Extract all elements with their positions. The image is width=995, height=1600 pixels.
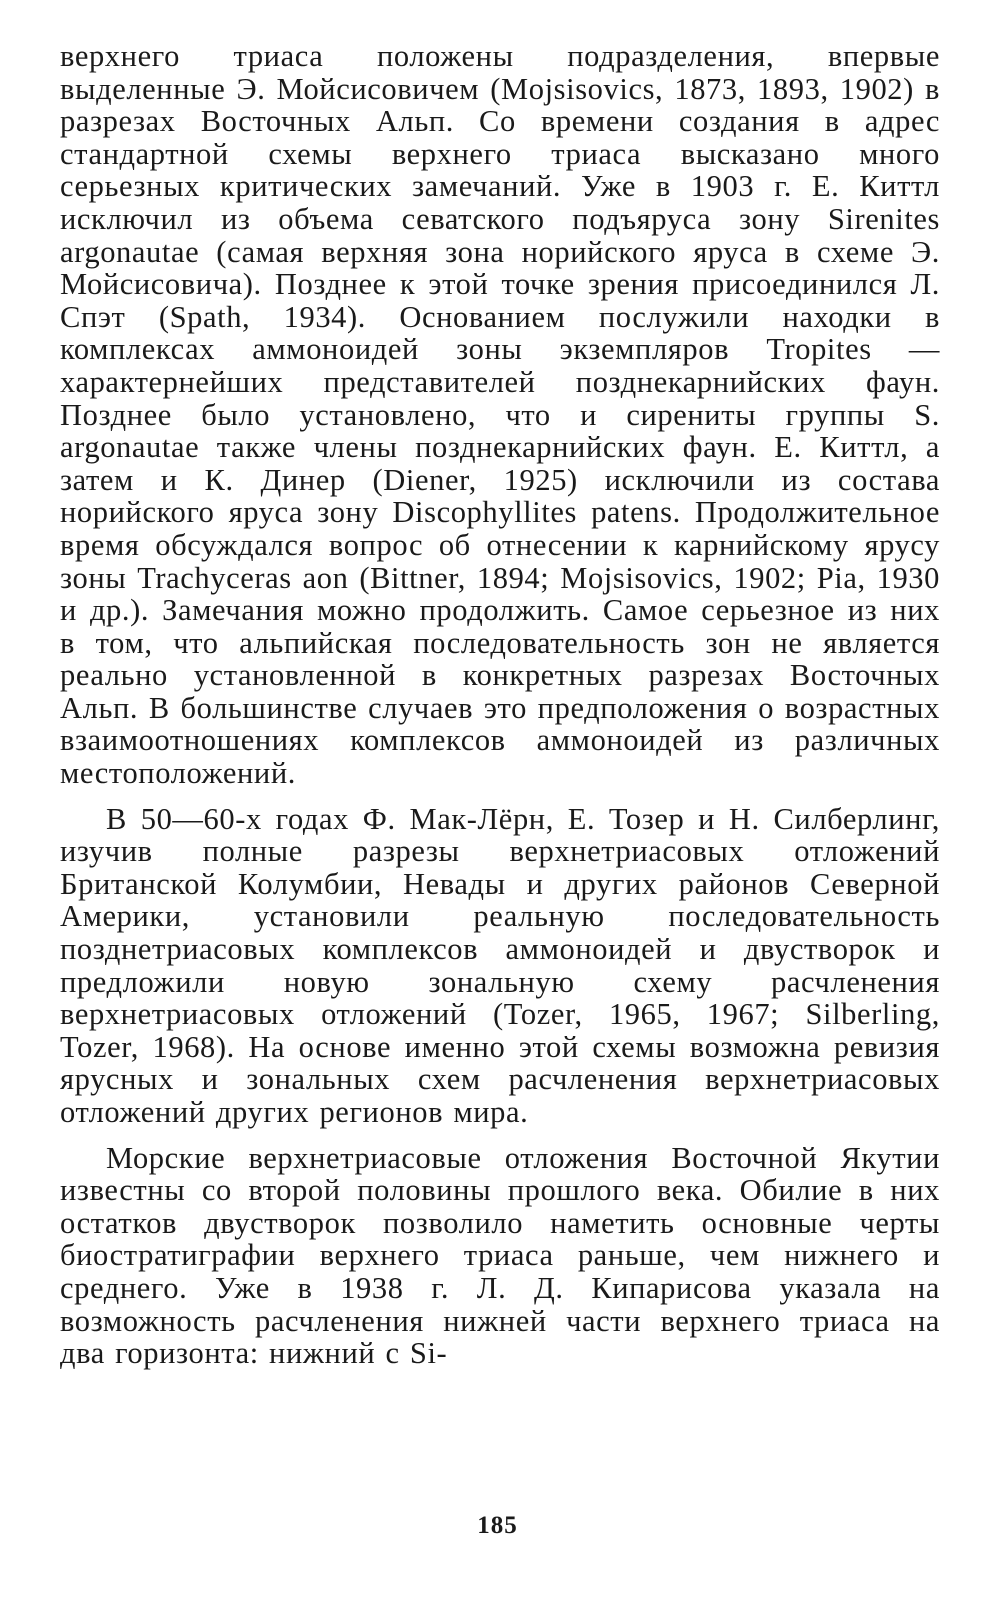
page-number: 185 [477, 1512, 518, 1539]
paragraph-3: Морские верхнетриасовые отложения Восточной Якутии известны со второй половины прошлого века. Обилие в них остатков двустворок позволило наметить основные черты биостратиграфии верхнего триаса раньше, чем нижнего и среднего. Уже в 1938 г. Л. Д. Кипарисова указала на возможность расчленения нижней части верхнего триаса на два горизонта: нижний с Si- [60, 1140, 940, 1371]
paragraph-2: В 50—60-х годах Ф. Мак-Лёрн, Е. Тозер и Н. Силберлинг, изучив полные разрезы верхнетриасовых отложений Британской Колумбии, Невады и других районов Северной Америки, установили реальную последовательность позднетриасовых комплексов аммоноидей и двустворок и предложили новую зональную схему расчленения верхнетриасовых отложений (Tozer, 1965, 1967; Silberling, Tozer, 1968). На основе именно этой схемы возможна ревизия ярусных и зональных схем расчленения верхнетриасовых отложений других регионов мира. [60, 801, 940, 1129]
paragraph-1: верхнего триаса положены подразделения, впервые выделенные Э. Мойсисовичем (Mojsisovics, 1873, 1893, 1902) в разрезах Восточных Альп. Со времени создания в адрес стандартной схемы верхнего триаса высказано много серьезных критических замечаний. Уже в 1903 г. Е. Киттл исключил из объема севатского подъяруса зону Sirenites argonautae (самая верхняя зона норийского яруса в схеме Э. Мойсисовича). Позднее к этой точке зрения присоединился Л. Спэт (Spath, 1934). Основанием послужили находки в комплексах аммоноидей зоны экземпляров Tropites — характернейших представителей позднекарнийских фаун. Позднее было установлено, что и сирениты группы S. argonautae также члены позднекарнийских фаун. Е. Киттл, а затем и К. Динер (Diener, 1925) исключили из состава норийского яруса зону Discophyllites patens. Продолжительное время обсуждался вопрос об отнесении к карнийскому ярусу зоны Trachyceras aon (Bittner, 1894; Mojsisovics, 1902; Pia, 1930 и др.). Замечания можно продолжить. Самое серьезное из них в том, что альпийская последовательность зон не является реально установленной в конкретных разрезах Восточных Альп. В большинстве случаев это предположения о возрастных взаимоотношениях комплексов аммоноидей из различных местоположений. [60, 39, 940, 791]
page-text-block [60, 40, 940, 1370]
